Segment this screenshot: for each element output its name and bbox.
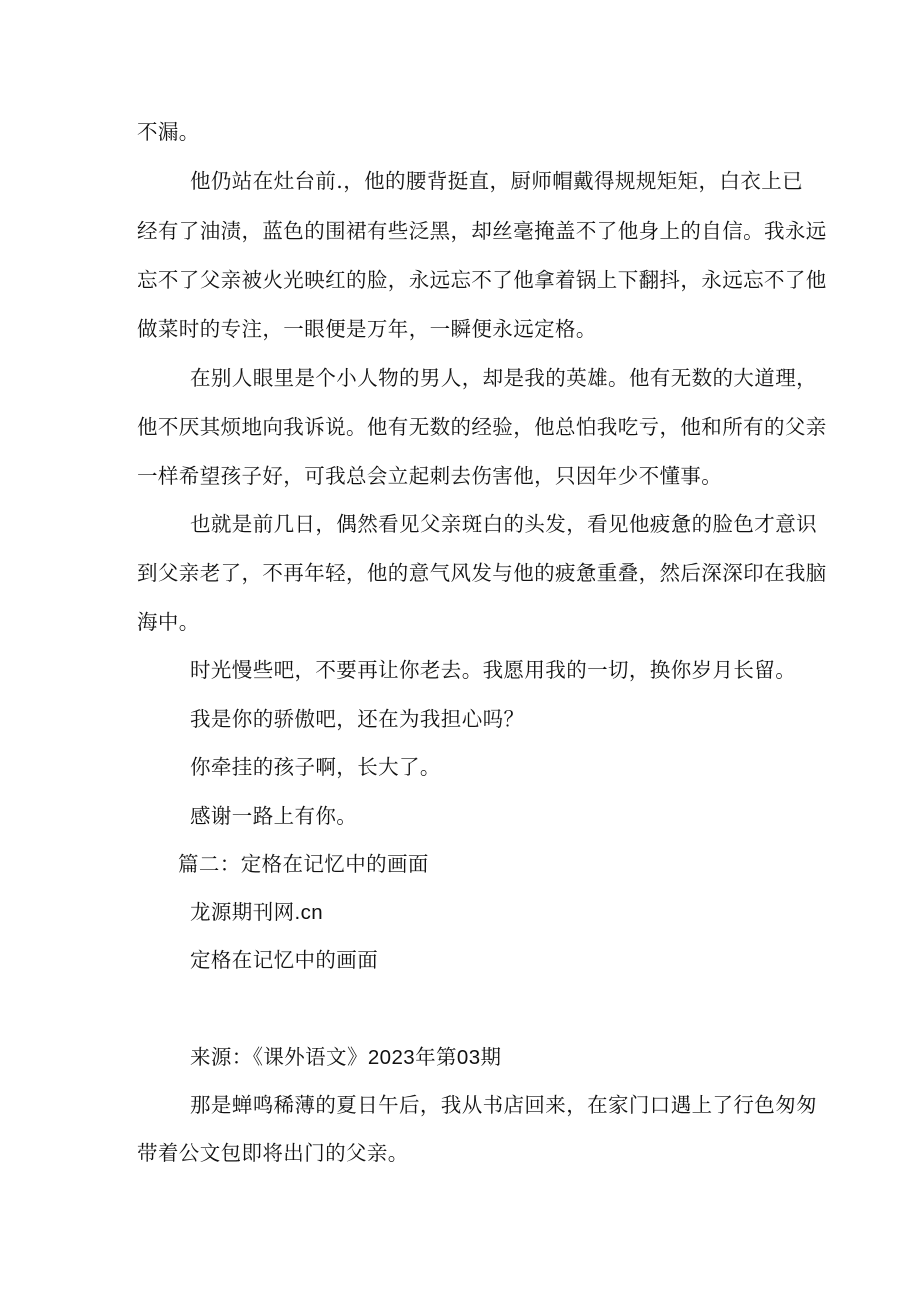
text-line: 他仍站在灶台前.，他的腰背挺直，厨师帽戴得规规矩矩，白衣上已 <box>190 169 804 193</box>
source-issue: 03 <box>456 1046 481 1069</box>
text-line: 感谢一路上有你。 <box>190 804 358 828</box>
source-issue-suffix: 期 <box>480 1045 502 1069</box>
site-name-text: 龙源期刊网 <box>190 900 295 924</box>
text-line: 在别人眼里是个小人物的男人，却是我的英雄。他有无数的大道理， <box>190 366 817 390</box>
text-line: 他不厌其烦地向我诉说。他有无数的经验，他总怕我吃亏，他和所有的父亲 <box>137 415 827 439</box>
text-line: 到父亲老了，不再年轻，他的意气风发与他的疲惫重叠，然后深深印在我脑 <box>137 561 827 585</box>
text-line: 海中。 <box>137 610 200 634</box>
text-line: 做菜时的专注，一眼便是万年，一瞬便永远定格。 <box>137 317 597 341</box>
text-line: 那是蝉鸣稀薄的夏日午后，我从书店回来，在家门口遇上了行色匆匆 <box>190 1093 817 1117</box>
section-heading: 篇二：定格在记忆中的画面 <box>178 852 429 876</box>
text-line: 忘不了父亲被火光映红的脸，永远忘不了他拿着锅上下翻抖，永远忘不了他 <box>137 268 827 292</box>
source-year-suffix: 年第 <box>415 1045 457 1069</box>
text-line: 不漏。 <box>137 120 200 144</box>
article-title: 定格在记忆中的画面 <box>190 948 379 972</box>
source-line <box>190 1045 501 1070</box>
source-year: 2023 <box>367 1046 416 1069</box>
text-line: 你牵挂的孩子啊，长大了。 <box>190 755 441 779</box>
site-name <box>190 900 323 925</box>
text-line: 带着公文包即将出门的父亲。 <box>137 1141 409 1165</box>
source-label: 来源：《课外语文》 <box>190 1045 368 1069</box>
text-line: 也就是前几日，偶然看见父亲斑白的头发，看见他疲惫的脸色才意识 <box>190 512 817 536</box>
text-line: 一样希望孩子好，可我总会立起刺去伤害他，只因年少不懂事。 <box>137 464 723 488</box>
site-domain: .cn <box>294 901 324 924</box>
text-line: 经有了油渍，蓝色的围裙有些泛黑，却丝毫掩盖不了他身上的自信。我永远 <box>137 219 827 243</box>
text-line: 时光慢些吧，不要再让你老去。我愿用我的一切，换你岁月长留。 <box>190 658 797 682</box>
text-line: 我是你的骄傲吧，还在为我担心吗？ <box>190 707 525 731</box>
